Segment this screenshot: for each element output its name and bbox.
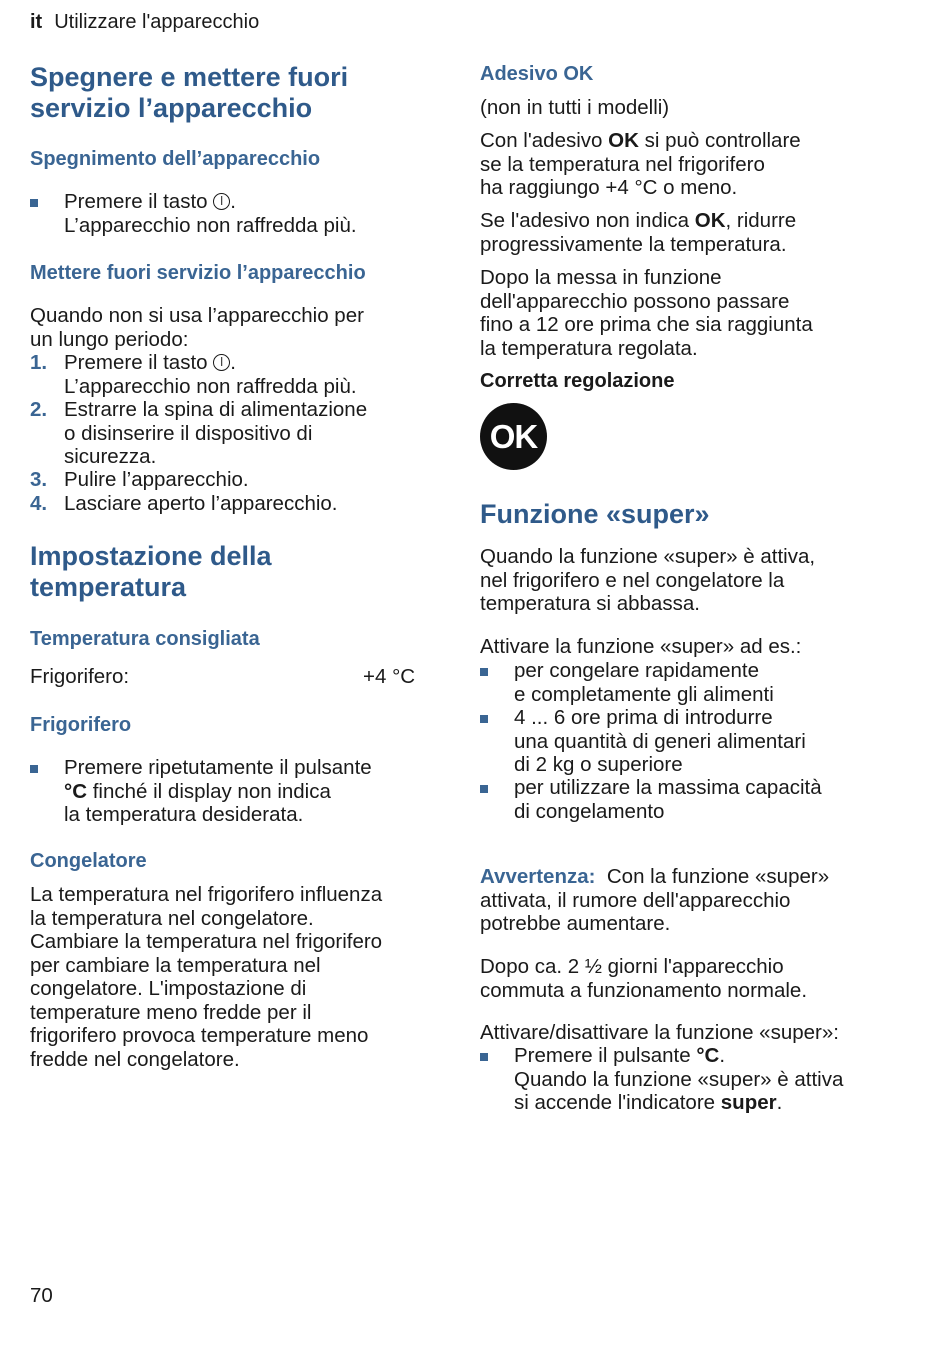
running-header <box>30 9 259 35</box>
paragraph-adesivo-3: Dopo la messa in funzione dell'apparecchio possono passare fino a 12 ore prima che sia raggiunta la temperatura regolata. <box>480 266 813 360</box>
subheading-fuori-servizio: Mettere fuori servizio l’apparecchio <box>30 262 366 284</box>
bullet-square-icon <box>30 765 38 773</box>
bullet-square-icon <box>480 668 488 676</box>
paragraph-fuori-intro: Quando non si usa l’apparecchio per un lungo periodo: <box>30 304 364 351</box>
warning-label: Avvertenza: <box>480 865 596 888</box>
bullet-square-icon <box>480 1053 488 1061</box>
ok-sticker-icon: OK <box>480 403 547 470</box>
paragraph-congelatore: La temperatura nel frigorifero influenza la temperatura nel congelatore. Cambiare la temperatura nel frigorifero per cambiare la temperatura nel congelatore. L'impostazione di temperature meno fredde per il frigorifero provoca temperature meno fredde nel congelatore. <box>30 883 383 1071</box>
power-icon <box>213 193 230 210</box>
paragraph-adesivo-2: Se l'adesivo non indica OK, ridurre progressivamente la temperatura. <box>480 209 797 256</box>
subheading-frigorifero: Frigorifero <box>30 714 132 736</box>
paragraph-super-intro: Quando la funzione «super» è attiva, nel frigorifero e nel congelatore la temperatura si abbassa. <box>480 545 816 615</box>
paragraph-attivare-intro: Attivare la funzione «super» ad es.: <box>480 635 802 658</box>
language-code: it <box>30 11 43 33</box>
section-title: Utilizzare l'apparecchio <box>54 11 260 33</box>
power-icon <box>213 354 230 371</box>
paragraph-toggle-intro: Attivare/disattivare la funzione «super»: <box>480 1021 839 1044</box>
subheading-spegnimento: Spegnimento dell’apparecchio <box>30 148 321 170</box>
paragraph-dopo: Dopo ca. 2 ½ giorni l'apparecchio commuta a funzionamento normale. <box>480 955 808 1002</box>
bullet-square-icon <box>480 785 488 793</box>
heading-impostazione: Impostazione della temperatura <box>30 541 272 602</box>
heading-spegnere: Spegnere e mettere fuori servizio l’apparecchio <box>30 62 349 123</box>
paragraph-adesivo-1: Con l'adesivo OK si può controllare se la temperatura nel frigorifero ha raggiungo +4 °C o meno. <box>480 129 801 199</box>
page-number: 70 <box>30 1284 53 1307</box>
warning-note: Avvertenza: Con la funzione «super» attivata, il rumore dell'apparecchio potrebbe aumentare. <box>480 865 830 935</box>
fridge-temp-label: Frigorifero: <box>30 665 130 688</box>
heading-funzione-super: Funzione «super» <box>480 499 710 529</box>
bullet-square-icon <box>480 715 488 723</box>
corretta-regolazione-label: Corretta regolazione <box>480 370 675 392</box>
subheading-consigliata: Temperatura consigliata <box>30 628 260 650</box>
adesivo-note: (non in tutti i modelli) <box>480 96 670 119</box>
subheading-congelatore: Congelatore <box>30 850 147 872</box>
bullet-square-icon <box>30 199 38 207</box>
subheading-adesivo: Adesivo OK <box>480 63 594 85</box>
fridge-temp-value: +4 °C <box>363 665 416 688</box>
